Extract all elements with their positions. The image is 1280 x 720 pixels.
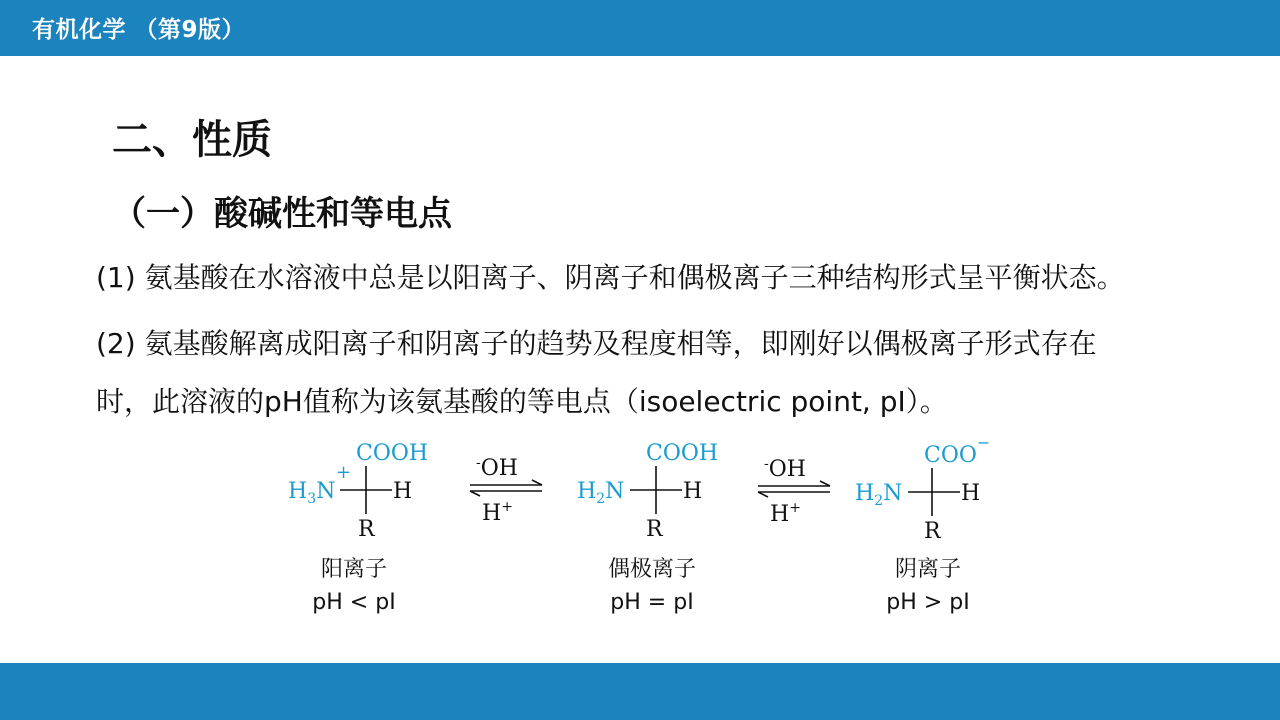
structure-anion: [855, 433, 990, 544]
arrow-1-below: H+: [482, 499, 513, 526]
arrow-2-above: -OH: [764, 456, 806, 482]
arrow-1-above: -OH: [476, 455, 518, 481]
paragraph-2-line-2: 时，此溶液的pH值称为该氨基酸的等电点（isoelectric point, pI）。: [96, 385, 948, 418]
equilibrium-arrow-2: [758, 456, 830, 527]
equilibrium-arrow-1: [470, 455, 542, 526]
anion-right-h: H: [961, 481, 981, 506]
subsection-heading: （一）酸碱性和等电点: [112, 194, 452, 234]
zwitterion-r-group: R: [646, 517, 663, 542]
structure-zwitterion: [577, 441, 718, 542]
cation-left-group: $H_3N$: [288, 479, 336, 507]
structure-cation: [288, 441, 428, 542]
cation-plus-charge: +: [336, 462, 352, 483]
amino-acid-equilibrium-diagram: [270, 428, 1030, 628]
anion-top-group: COO−: [924, 433, 991, 468]
cation-right-h: H: [393, 479, 413, 504]
arrow-2-below: H+: [770, 500, 801, 527]
cation-ph-condition: pH < pI: [312, 590, 396, 615]
book-title: 有机化学 （第9版）: [32, 17, 246, 43]
paragraph-2-line-1: (2) 氨基酸解离成阳离子和阴离子的趋势及程度相等，即刚好以偶极离子形式存在: [96, 327, 1097, 360]
footer-bar: [0, 663, 1280, 720]
anion-ph-condition: pH > pI: [886, 590, 970, 615]
zwitterion-right-h: H: [683, 479, 703, 504]
cation-name: 阳离子: [320, 557, 387, 582]
anion-left-group: $H_2N$: [855, 481, 903, 509]
cation-r-group: R: [358, 517, 375, 542]
zwitterion-left-group: $H_2N$: [577, 479, 625, 507]
zwitterion-name: 偶极离子: [607, 557, 696, 582]
header-bar: [0, 0, 1280, 56]
section-heading: 二、性质: [112, 117, 272, 163]
cation-top-group: COOH: [356, 441, 429, 466]
paragraph-1: (1) 氨基酸在水溶液中总是以阳离子、阴离子和偶极离子三种结构形式呈平衡状态。: [96, 261, 1125, 294]
anion-r-group: R: [924, 519, 941, 544]
anion-name: 阴离子: [894, 557, 961, 582]
zwitterion-ph-condition: pH = pI: [610, 590, 694, 615]
zwitterion-top-group: COOH: [646, 441, 719, 466]
